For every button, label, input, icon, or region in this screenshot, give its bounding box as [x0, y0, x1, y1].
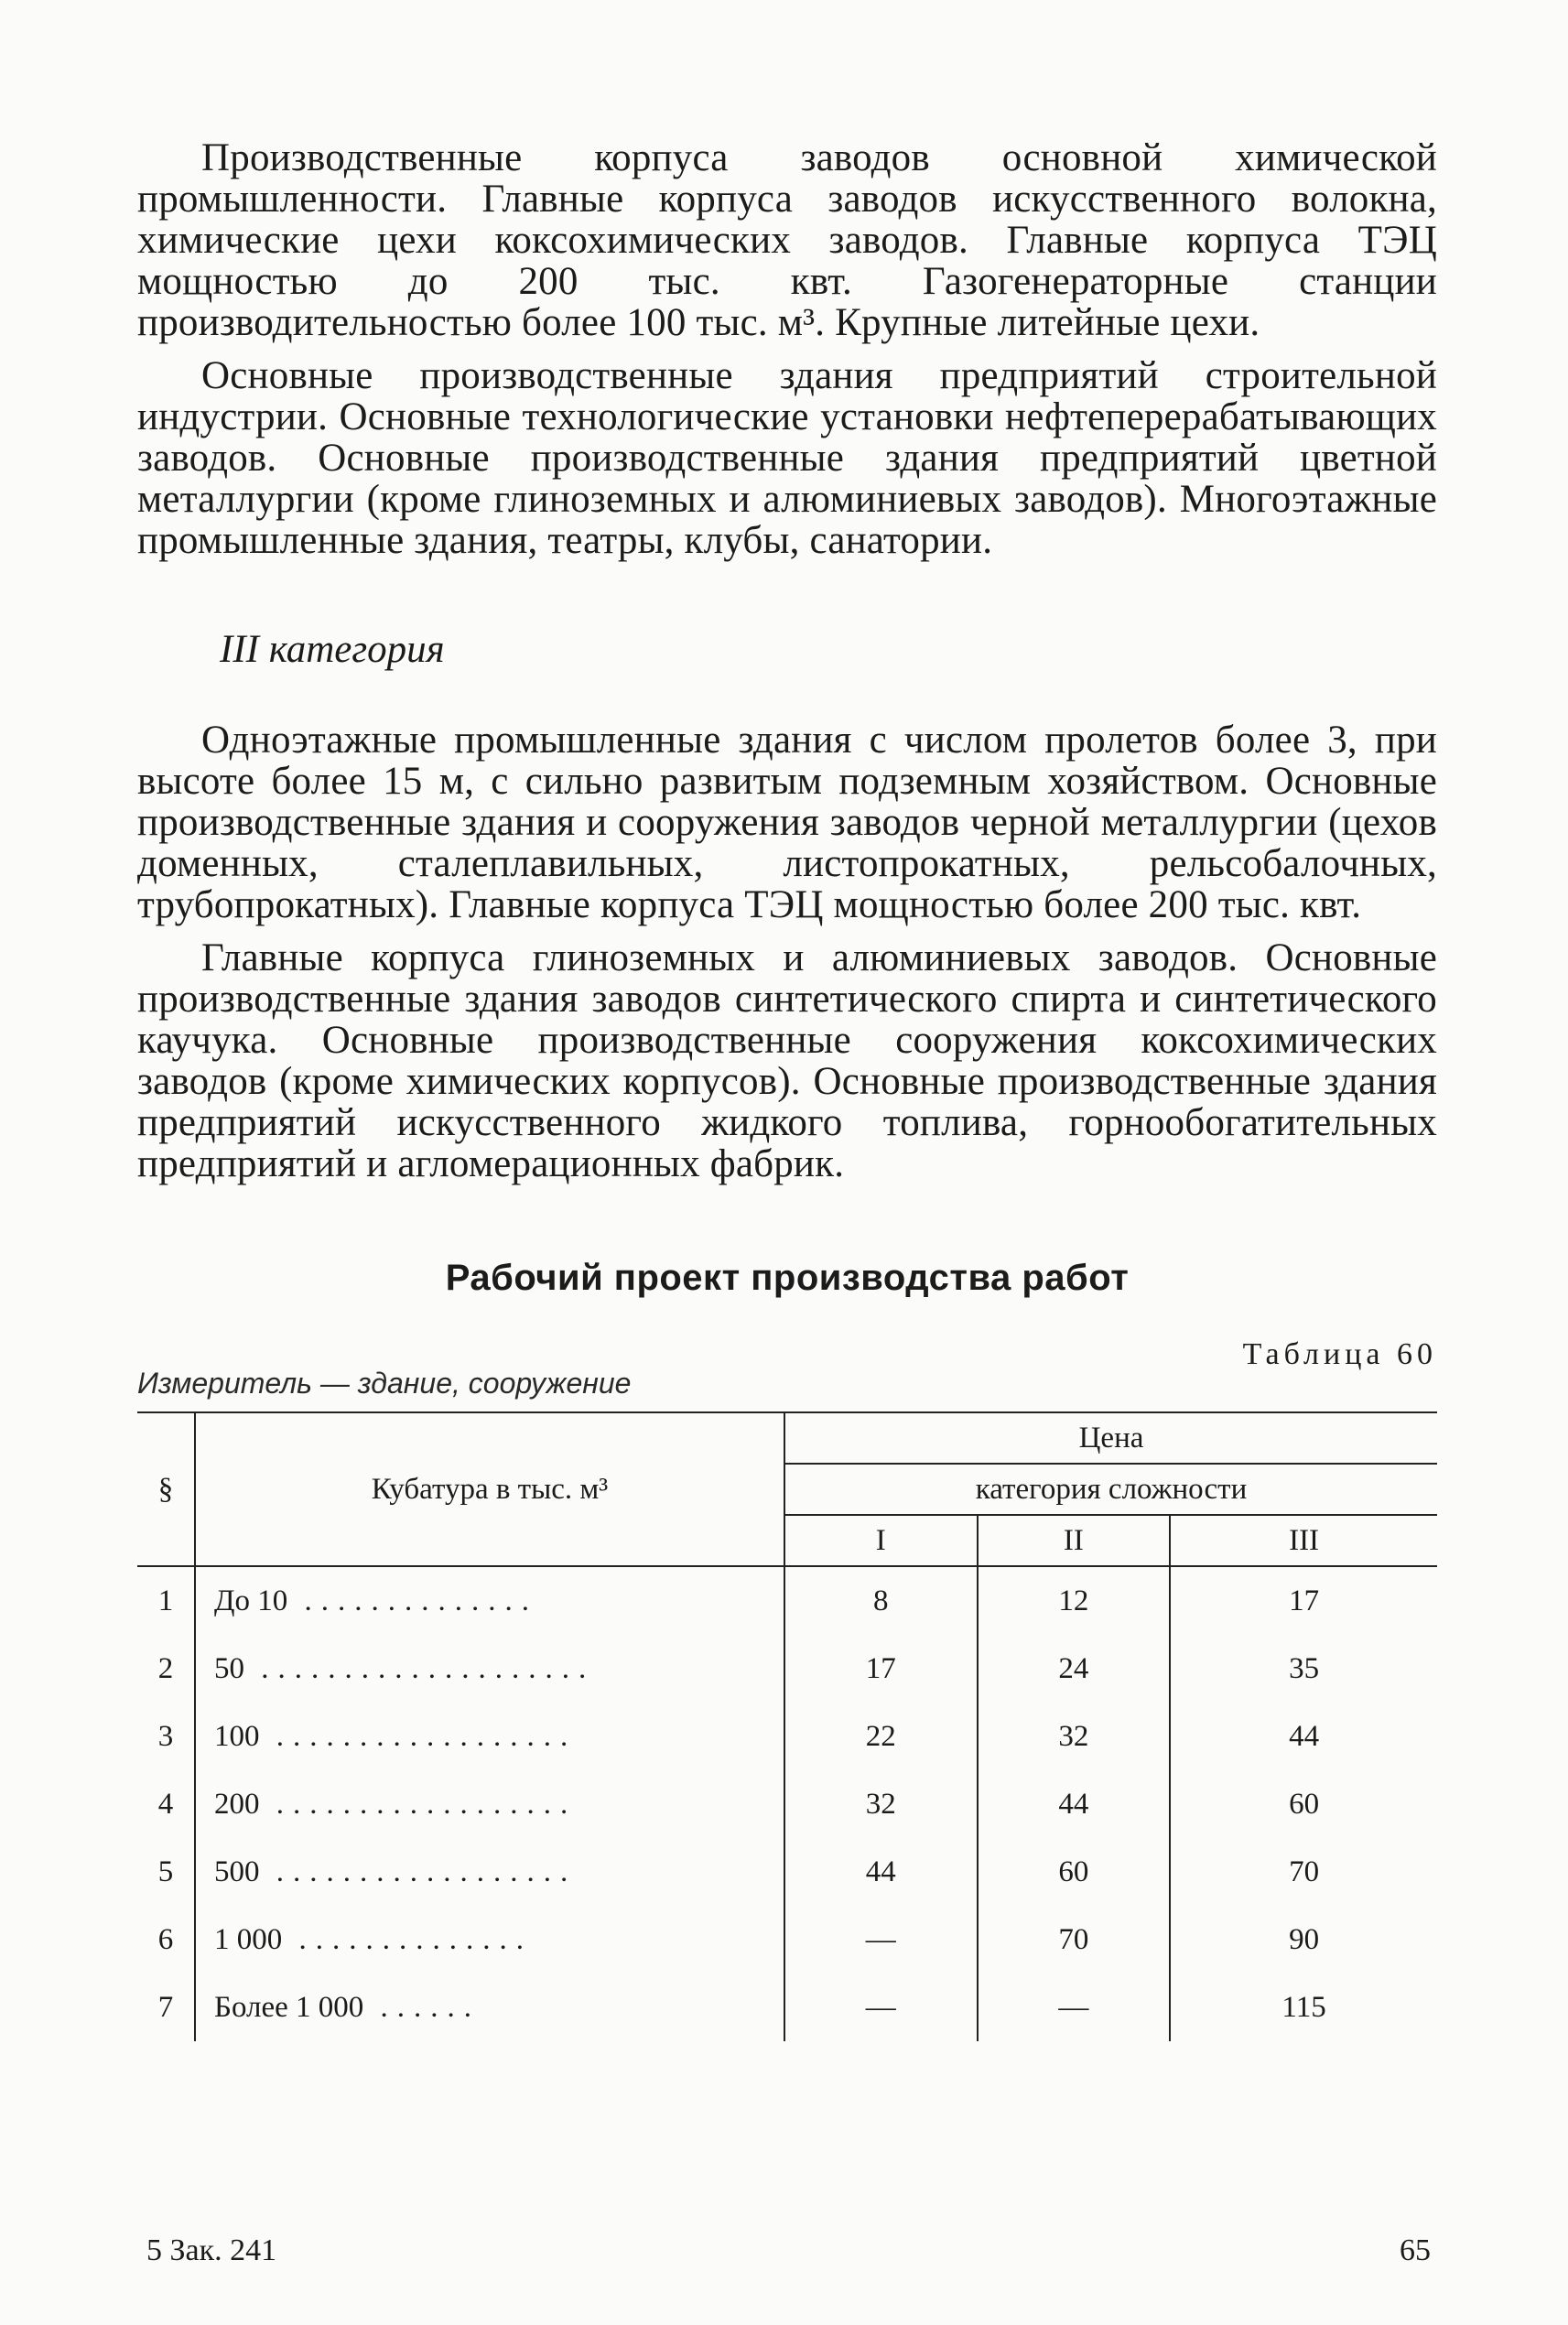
- table-row: [137, 1770, 1437, 1838]
- page-footer: [146, 2233, 1431, 2268]
- row-volume-label: 100: [214, 1719, 260, 1753]
- table-body: [137, 1566, 1437, 2041]
- header-cat-1: I: [784, 1515, 978, 1566]
- table-measure: Измеритель — здание, сооружение: [137, 1367, 632, 1400]
- row-price-cat-3: 17: [1289, 1584, 1320, 1617]
- table-number: Таблица 60: [1242, 1337, 1437, 1371]
- row-number: 7: [137, 1974, 195, 2041]
- leader-dots: ..............: [287, 1584, 539, 1617]
- header-section: §: [137, 1412, 195, 1566]
- row-volume: [195, 1566, 784, 1635]
- row-number: 6: [137, 1906, 195, 1974]
- row-price-cat-1: 22: [784, 1703, 978, 1770]
- row-price-cat-2: 44: [978, 1770, 1171, 1838]
- row-volume: [195, 1974, 784, 2041]
- row-volume-label: 50: [214, 1651, 244, 1685]
- price-table: [137, 1411, 1437, 2041]
- paragraph: Основные производственные здания предприятий строительной индустрии. Основные технологические установки нефтеперерабатывающих заводов. Основные производственные здания предприятий цветной металлургии (кроме глиноземных и алюминиевых заводов). Многоэтажные промышленные здания, театры, клубы, санатории.: [137, 354, 1437, 562]
- row-price-cat-2: 12: [978, 1566, 1171, 1635]
- table-title: Рабочий проект производства работ: [445, 1258, 1130, 1298]
- row-price-cat-1: 17: [784, 1635, 978, 1703]
- section-heading: III категория: [220, 628, 445, 671]
- row-number: 5: [137, 1838, 195, 1906]
- row-price-cat-1: 44: [784, 1838, 978, 1906]
- row-volume: [195, 1838, 784, 1906]
- leader-dots: ..................: [259, 1719, 578, 1753]
- paragraph: Производственные корпуса заводов основной химической промышленности. Главные корпуса заводов искусственного волокна, химические цехи коксохимических заводов. Главные корпуса ТЭЦ мощностью до 200 тыс. квт. Газогенераторные станции производительностью более 100 тыс. м³. Крупные литейные цехи.: [137, 136, 1437, 344]
- row-price-cat-2: 24: [978, 1635, 1171, 1703]
- row-price-cat-1: —: [784, 1906, 978, 1974]
- row-price-cat-2: 60: [978, 1838, 1171, 1906]
- table-row: [137, 1703, 1437, 1770]
- row-price-cat-3: 115: [1281, 1990, 1326, 2024]
- row-volume: [195, 1635, 784, 1703]
- leader-dots: ....................: [244, 1651, 596, 1685]
- paragraph: Одноэтажные промышленные здания с числом пролетов более 3, при высоте более 15 м, с сильно развитым подземным хозяйством. Основные производственные здания и сооружения заводов черной металлургии (цехов доменных, сталеплавильных, листопрокатных, рельсобалочных, трубопрокатных). Главные корпуса ТЭЦ мощностью более 200 тыс. квт.: [137, 719, 1437, 926]
- row-price-cat-3: 60: [1289, 1787, 1320, 1821]
- row-volume-label: До 10: [214, 1584, 288, 1617]
- row-volume-label: 200: [214, 1787, 260, 1821]
- row-price-cat-1: —: [784, 1974, 978, 2041]
- row-price-cat-2: 70: [978, 1906, 1171, 1974]
- header-cat-2: II: [978, 1515, 1171, 1566]
- row-volume-label: Более 1 000: [214, 1990, 364, 2024]
- row-number: 3: [137, 1703, 195, 1770]
- document-page: [137, 137, 1437, 2041]
- header-volume: Кубатура в тыс. м³: [195, 1412, 784, 1566]
- row-volume: [195, 1770, 784, 1838]
- leader-dots: ..................: [259, 1787, 578, 1821]
- row-volume-label: 500: [214, 1855, 260, 1888]
- row-price-cat-2: —: [978, 1974, 1171, 2041]
- header-cat-3: III: [1289, 1523, 1320, 1557]
- header-price: Цена: [784, 1412, 1437, 1464]
- row-number: 1: [137, 1566, 195, 1635]
- paragraph: Главные корпуса глиноземных и алюминиевых заводов. Основные производственные здания заводов синтетического спирта и синтетического каучука. Основные производственные сооружения коксохимических заводов (кроме химических корпусов). Основные производственные здания предприятий искусственного жидкого топлива, горнообогатительных предприятий и агломерационных фабрик.: [137, 936, 1437, 1185]
- table-row: [137, 1838, 1437, 1906]
- leader-dots: ..................: [259, 1855, 578, 1888]
- row-price-cat-3: 35: [1289, 1651, 1320, 1685]
- row-number: 4: [137, 1770, 195, 1838]
- row-volume-label: 1 000: [214, 1922, 283, 1956]
- row-price-cat-3: 70: [1289, 1855, 1320, 1888]
- leader-dots: ......: [363, 1990, 481, 2024]
- footer-print-order: 5 Зак. 241: [146, 2233, 277, 2267]
- row-price-cat-3: 90: [1289, 1922, 1320, 1956]
- row-volume: [195, 1906, 784, 1974]
- row-price-cat-3: 44: [1289, 1719, 1320, 1753]
- row-price-cat-2: 32: [978, 1703, 1171, 1770]
- table-row: [137, 1566, 1437, 1635]
- row-price-cat-1: 8: [784, 1566, 978, 1635]
- page-number: 65: [1400, 2233, 1431, 2267]
- header-complexity: категория сложности: [784, 1464, 1437, 1515]
- row-price-cat-1: 32: [784, 1770, 978, 1838]
- row-volume: [195, 1703, 784, 1770]
- table-row: [137, 1906, 1437, 1974]
- table-row: [137, 1974, 1437, 2041]
- leader-dots: ..............: [282, 1922, 533, 1956]
- row-number: 2: [137, 1635, 195, 1703]
- table-row: [137, 1635, 1437, 1703]
